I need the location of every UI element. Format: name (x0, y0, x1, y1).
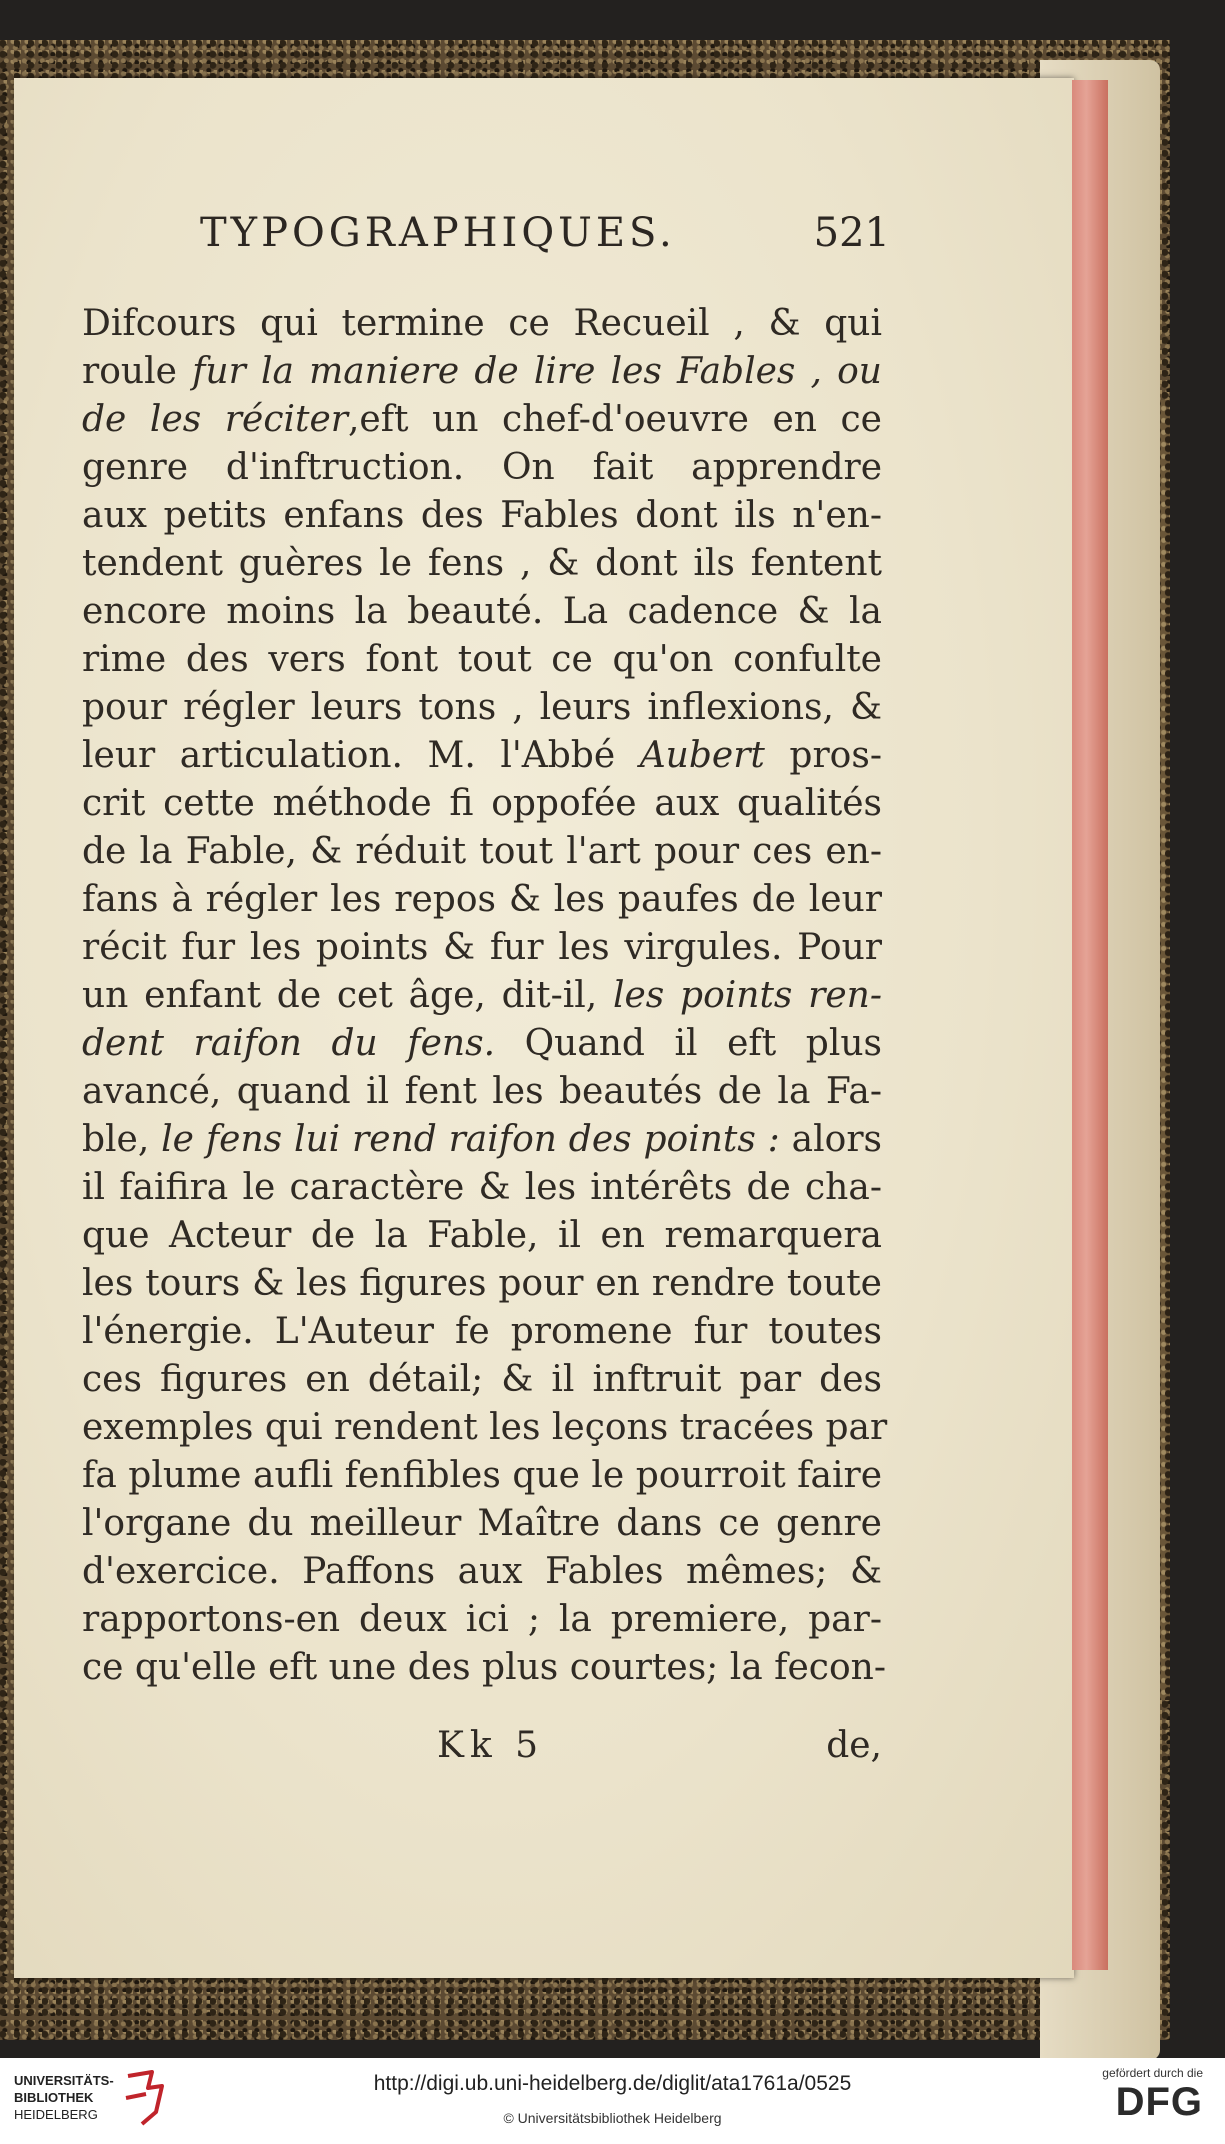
text-line (82, 1068, 882, 1116)
text-segment: pros- (764, 735, 882, 776)
text-line (82, 1164, 882, 1212)
text-line (82, 1356, 882, 1404)
text-line (82, 684, 882, 732)
italic-segment: le fens lui rend raifon des points : (161, 1119, 780, 1160)
text-segment: ces figures en détail; & il inftruit par des (82, 1359, 882, 1400)
text-line (82, 1596, 882, 1644)
text-segment: encore moins la beauté. La cadence & la (82, 591, 882, 632)
italic-segment: de les réciter (82, 399, 348, 440)
italic-segment: dent raifon du fens. (82, 1023, 496, 1064)
page-header (200, 210, 890, 270)
page-number: 521 (813, 210, 890, 256)
text-line (82, 1452, 882, 1500)
text-segment: tendent guères le fens , & dont ils fentent (82, 543, 882, 584)
text-segment: Quand il eft plus (495, 1023, 882, 1064)
text-segment: de la Fable, & réduit tout l'art pour ces en- (82, 831, 882, 872)
text-line (82, 1260, 882, 1308)
text-line (82, 1308, 882, 1356)
text-segment: pour régler leurs tons , leurs inflexions, & (82, 687, 882, 728)
text-segment: Difcours qui termine ce Recueil , & qui (82, 303, 882, 344)
text-segment: avancé, quand il fent les beautés de la Fa- (82, 1071, 882, 1112)
italic-segment: Aubert (639, 735, 765, 776)
text-segment: que Acteur de la Fable, il en remarquera (82, 1215, 882, 1256)
text-segment: ble, (82, 1119, 162, 1160)
text-line (82, 828, 882, 876)
text-segment: aux petits enfans des Fables dont ils n'en- (82, 495, 882, 536)
page-footer (82, 1725, 882, 1775)
text-line (82, 1116, 882, 1164)
text-line (82, 972, 882, 1020)
library-name-line3: HEIDELBERG (14, 2107, 98, 2122)
funding-credit (1102, 2066, 1203, 2124)
text-segment: l'énergie. L'Auteur fe promene fur toutes (82, 1311, 882, 1352)
signature-mark: Kk 5 (437, 1725, 545, 1766)
text-segment: les tours & les figures pour en rendre toute (82, 1263, 882, 1304)
text-line (82, 1212, 882, 1260)
text-segment: ce qu'elle eft une des plus courtes; la fecon- (82, 1647, 886, 1688)
text-line (82, 780, 882, 828)
text-line (82, 876, 882, 924)
text-segment: un enfant de cet âge, dit-il, (82, 975, 613, 1016)
text-segment: ,eft un chef-d'oeuvre en ce (347, 399, 882, 440)
italic-segment: les points ren- (612, 975, 882, 1016)
italic-segment: fur la maniere de lire les Fables , ou (192, 351, 882, 392)
text-segment: d'exercice. Paffons aux Fables mêmes; & (82, 1551, 882, 1592)
text-segment: crit cette méthode fi oppofée aux qualités (82, 783, 882, 824)
red-page-edge (1072, 80, 1108, 1970)
text-line (82, 588, 882, 636)
library-name-line1: UNIVERSITÄTS- (14, 2073, 114, 2088)
text-segment: récit fur les points & fur les virgules. Pour (82, 927, 882, 968)
text-line (82, 636, 882, 684)
text-line (82, 444, 882, 492)
text-line (82, 396, 882, 444)
text-segment: roule (82, 351, 193, 392)
text-segment: alors (779, 1119, 883, 1160)
text-line (82, 1404, 888, 1452)
text-line (82, 1644, 886, 1692)
text-segment: il faifira le caractère & les intérêts de cha- (82, 1167, 882, 1208)
text-line (82, 732, 882, 780)
text-segment: fans à régler les repos & les paufes de leur (82, 879, 882, 920)
text-segment: fa plume aufli fenfibles que le pourroit faire (82, 1455, 882, 1496)
permalink-url[interactable]: http://digi.ub.uni-heidelberg.de/diglit/ata1761a/0525 (373, 2072, 852, 2095)
funding-label: gefördert durch die (1102, 2066, 1203, 2080)
text-line (82, 348, 882, 396)
text-segment: leur articulation. M. l'Abbé (82, 735, 640, 776)
library-name-line2: BIBLIOTHEK (14, 2090, 94, 2105)
text-line (82, 1500, 882, 1548)
text-line (82, 492, 882, 540)
text-segment: genre d'inftruction. On fait apprendre (82, 447, 882, 488)
running-head: TYPOGRAPHIQUES. (200, 210, 676, 256)
text-line (82, 300, 882, 348)
text-line (82, 540, 882, 588)
text-segment: exemples qui rendent les leçons tracées par (82, 1407, 888, 1448)
text-line (82, 1020, 882, 1068)
text-line (82, 1548, 882, 1596)
credits-bar (0, 2058, 1225, 2144)
body-text (82, 300, 888, 1692)
text-line (82, 924, 882, 972)
text-segment: l'organe du meilleur Maître dans ce genre (82, 1503, 882, 1544)
copyright-notice: © Universitätsbibliothek Heidelberg (503, 2110, 722, 2126)
dfg-logo: DFG (1115, 2080, 1203, 2124)
text-segment: rime des vers font tout ce qu'on confulte (82, 639, 882, 680)
text-segment: rapportons-en deux ici ; la premiere, par- (82, 1599, 882, 1640)
catchword: de, (826, 1725, 882, 1766)
